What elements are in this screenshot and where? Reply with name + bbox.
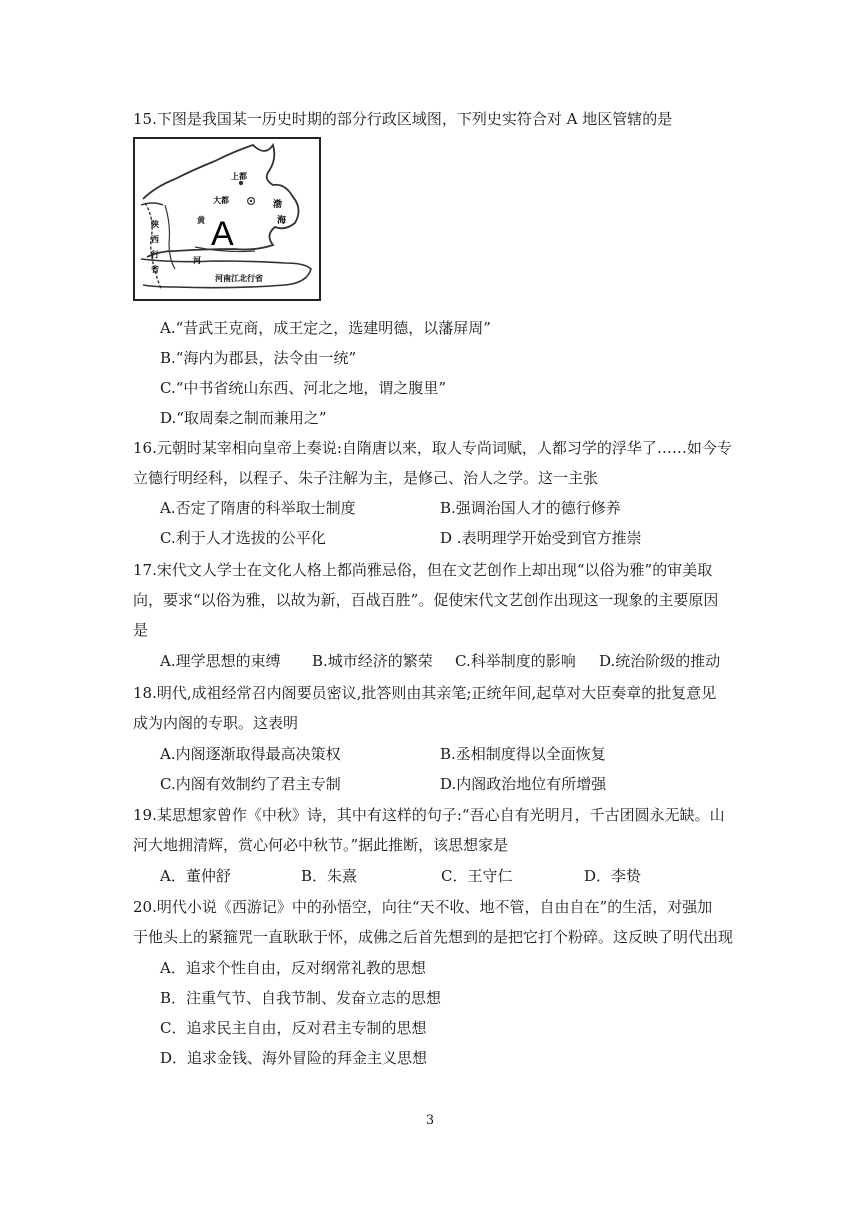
q17-stem-line-1: 17.宋代文人学士在文化人格上都尚雅忌俗，但在文艺创作上却出现“以俗为雅”的审美取 bbox=[133, 561, 713, 579]
q19-option-b[interactable]: B．朱熹 bbox=[301, 867, 358, 885]
map-label-huang: 黄 bbox=[197, 215, 205, 225]
map-label-sheng: 省 bbox=[151, 264, 159, 274]
q19-stem-line-2: 河大地拥清辉，赏心何必中秋节。”据此推断，该思想家是 bbox=[133, 836, 509, 854]
q20-stem-line-1: 20.明代小说《西游记》中的孙悟空，向往“天不收、地不管，自由自在”的生活，对强加 bbox=[133, 898, 713, 916]
capital-marker-shangdu bbox=[239, 181, 243, 185]
q16-stem-line-2: 立德行明经科，以程子、朱子注解为主，是修己、治人之学。这一主张 bbox=[133, 469, 599, 487]
q16-option-c[interactable]: C.利于人才选拔的公平化 bbox=[160, 529, 326, 547]
q19-stem-line-1: 19.某思想家曾作《中秋》诗，其中有这样的句子:“吾心自有光明月，千古团圆永无缺。山 bbox=[133, 806, 725, 824]
q16-stem-line-1: 16.元朝时某宰相向皇帝上奏说:自隋唐以来，取人专尚词赋，人都习学的浮华了……如今专 bbox=[133, 439, 732, 457]
q17-option-a[interactable]: A.理学思想的束缚 bbox=[160, 652, 281, 670]
map-label-bo: 渤 bbox=[273, 200, 283, 210]
page-number: 3 bbox=[425, 1113, 435, 1128]
map-label-hai: 海 bbox=[277, 216, 287, 226]
q17-option-c[interactable]: C.科举制度的影响 bbox=[455, 652, 576, 670]
q17-option-d[interactable]: D.统治阶级的推动 bbox=[599, 652, 721, 670]
map-label-shangdu: 上都 bbox=[231, 171, 247, 181]
q18-option-a[interactable]: A.内阁逐渐取得最高决策权 bbox=[160, 745, 341, 763]
region-label-a: A bbox=[211, 215, 234, 253]
q15-option-a[interactable]: A.“昔武王克商，成王定之，选建明德，以藩屏周” bbox=[160, 319, 491, 337]
q17-stem-line-2: 向，要求“以俗为雅，以故为新，百战百胜”。促使宋代文艺创作出现这一现象的主要原因 bbox=[133, 591, 719, 609]
q19-option-a[interactable]: A．董仲舒 bbox=[160, 867, 231, 885]
map-label-shaan: 陕 bbox=[151, 219, 159, 229]
q20-option-c[interactable]: C．追求民主自由，反对君主专制的思想 bbox=[160, 1019, 427, 1037]
q17-option-b[interactable]: B.城市经济的繁荣 bbox=[312, 652, 433, 670]
q19-option-c[interactable]: C．王守仁 bbox=[441, 867, 513, 885]
q16-option-b[interactable]: B.强调治国人才的德行修养 bbox=[440, 499, 621, 517]
q20-option-d[interactable]: D．追求金钱、海外冒险的拜金主义思想 bbox=[160, 1049, 428, 1067]
q19-option-d[interactable]: D．李贽 bbox=[584, 867, 642, 885]
q18-stem-line-2: 成为内阁的专职。这表明 bbox=[133, 714, 299, 732]
q16-option-a[interactable]: A.否定了隋唐的科举取士制度 bbox=[160, 499, 356, 517]
q15-option-c[interactable]: C.“中书省统山东西、河北之地，谓之腹里” bbox=[160, 379, 447, 397]
map-label-henan-jiangbei: 河南江北行省 bbox=[215, 273, 263, 283]
q17-stem-line-3: 是 bbox=[133, 621, 149, 639]
q16-option-d[interactable]: D .表明理学开始受到官方推崇 bbox=[440, 529, 642, 547]
q20-option-b[interactable]: B．注重气节、自我节制、发奋立志的思想 bbox=[160, 989, 442, 1007]
administrative-map bbox=[133, 137, 321, 301]
q15-option-b[interactable]: B.“海内为郡县，法令由一统” bbox=[160, 349, 357, 367]
map-label-dadu: 大都 bbox=[213, 195, 229, 205]
q20-option-a[interactable]: A．追求个性自由，反对纲常礼教的思想 bbox=[160, 959, 426, 977]
q18-option-c[interactable]: C.内阁有效制约了君主专制 bbox=[160, 775, 341, 793]
q18-option-d[interactable]: D.内阁政治地位有所增强 bbox=[440, 775, 607, 793]
map-label-he: 河 bbox=[193, 255, 201, 265]
q18-option-b[interactable]: B.丞相制度得以全面恢复 bbox=[440, 745, 606, 763]
q15-option-d[interactable]: D.“取周秦之制而兼用之” bbox=[160, 409, 327, 427]
q18-stem-line-1: 18.明代,成祖经常召内阁要员密议,批答则由其亲笔;正统年间,起草对大臣奏章的批复意见 bbox=[133, 684, 717, 702]
q20-stem-line-2: 于他头上的紧箍咒一直耿耿于怀，成佛之后首先想到的是把它打个粉碎。这反映了明代出现 bbox=[133, 928, 734, 946]
map-label-xi: 西 bbox=[151, 234, 159, 244]
q15-stem: 15.下图是我国某一历史时期的部分行政区域图，下列史实符合对 A 地区管辖的是 bbox=[133, 110, 673, 128]
map-label-xing: 行 bbox=[151, 249, 159, 259]
